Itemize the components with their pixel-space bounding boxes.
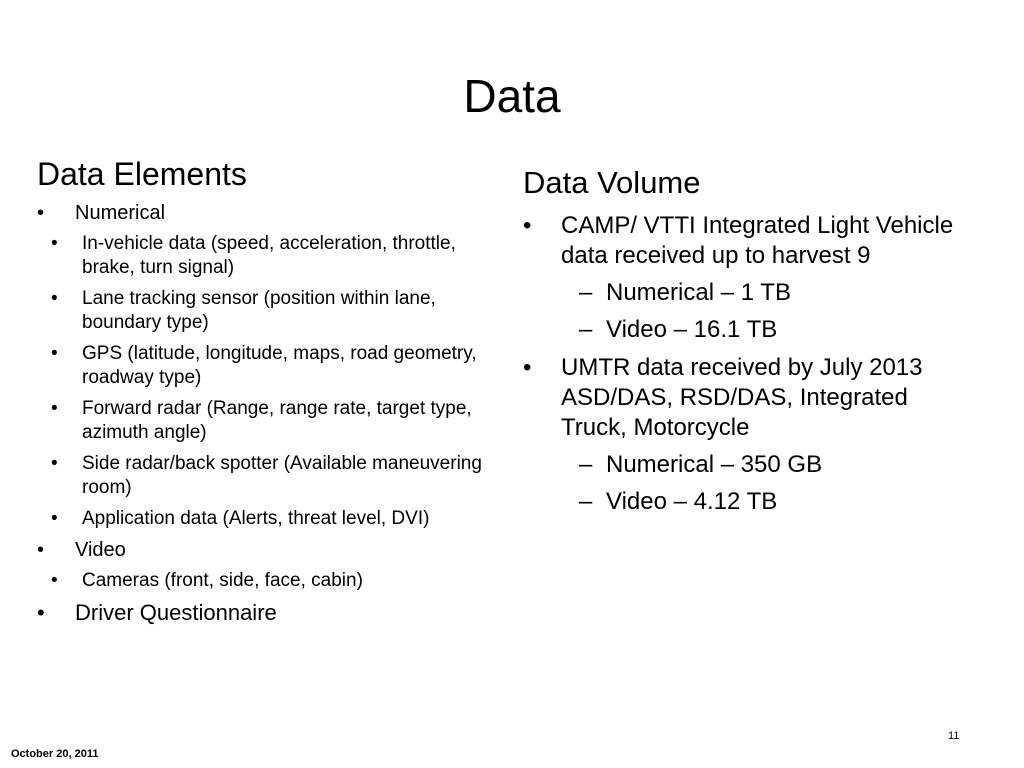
data-elements-heading: Data Elements bbox=[37, 156, 247, 192]
list-item-label: Numerical bbox=[75, 202, 166, 224]
list-item-label: UMTR data received by July 2013 ASD/DAS, RSD/DAS, Integrated Truck, Motorcycle bbox=[561, 354, 923, 441]
data-volume-column bbox=[523, 163, 963, 517]
bullet-icon: • bbox=[51, 570, 58, 591]
data-elements-column bbox=[37, 154, 487, 626]
list-item-label: Cameras (front, side, face, cabin) bbox=[82, 570, 363, 591]
list-item-label: Video bbox=[75, 539, 126, 561]
list-item bbox=[523, 487, 963, 517]
list-item-label: Video – 4.12 TB bbox=[606, 488, 778, 515]
list-item bbox=[37, 397, 487, 445]
list-item-label: Application data (Alerts, threat level, DVI) bbox=[82, 508, 430, 529]
data-volume-heading: Data Volume bbox=[523, 165, 701, 200]
footer-date: October 20, 2011 bbox=[11, 748, 99, 760]
list-item bbox=[523, 278, 963, 308]
list-item-label: Video – 16.1 TB bbox=[606, 316, 778, 343]
slide-title: Data bbox=[463, 70, 561, 122]
list-item-label: Forward radar (Range, range rate, target type, azimuth angle) bbox=[82, 398, 472, 443]
list-item-umtr bbox=[523, 353, 963, 443]
list-item-driver-questionnaire bbox=[37, 600, 487, 626]
list-item bbox=[37, 342, 487, 390]
list-item-label: CAMP/ VTTI Integrated Light Vehicle data received up to harvest 9 bbox=[561, 212, 954, 269]
bullet-icon: • bbox=[37, 202, 45, 224]
list-item-video bbox=[37, 538, 487, 562]
bullet-icon: • bbox=[51, 343, 58, 364]
page-number: 11 bbox=[948, 730, 960, 742]
dash-bullet-icon: – bbox=[579, 488, 593, 515]
bullet-icon: • bbox=[37, 600, 45, 625]
list-item bbox=[37, 452, 487, 500]
list-item bbox=[523, 450, 963, 480]
bullet-icon: • bbox=[51, 508, 58, 529]
list-item-label: Lane tracking sensor (position within lane, boundary type) bbox=[82, 288, 436, 333]
list-item bbox=[37, 287, 487, 335]
list-item-label: GPS (latitude, longitude, maps, road geometry, roadway type) bbox=[82, 343, 477, 388]
list-item-label: In-vehicle data (speed, acceleration, throttle, brake, turn signal) bbox=[82, 233, 456, 278]
list-item-camp-vtti bbox=[523, 211, 963, 271]
list-item bbox=[523, 315, 963, 345]
data-volume-list bbox=[523, 211, 963, 517]
bullet-icon: • bbox=[51, 288, 58, 309]
bullet-icon: • bbox=[51, 233, 58, 254]
list-item-label: Numerical – 1 TB bbox=[606, 279, 791, 306]
list-item-numerical bbox=[37, 201, 487, 225]
list-item bbox=[37, 569, 487, 593]
list-item bbox=[37, 232, 487, 280]
bullet-icon: • bbox=[523, 212, 532, 239]
list-item-label: Side radar/back spotter (Available maneuvering room) bbox=[82, 453, 482, 498]
list-item bbox=[37, 507, 487, 531]
bullet-icon: • bbox=[37, 539, 45, 561]
dash-bullet-icon: – bbox=[579, 279, 593, 306]
bullet-icon: • bbox=[51, 453, 58, 474]
data-elements-list bbox=[37, 201, 487, 626]
dash-bullet-icon: – bbox=[579, 316, 593, 343]
dash-bullet-icon: – bbox=[579, 451, 593, 478]
bullet-icon: • bbox=[523, 354, 532, 381]
bullet-icon: • bbox=[51, 398, 58, 419]
list-item-label: Driver Questionnaire bbox=[75, 600, 277, 625]
list-item-label: Numerical – 350 GB bbox=[606, 451, 823, 478]
